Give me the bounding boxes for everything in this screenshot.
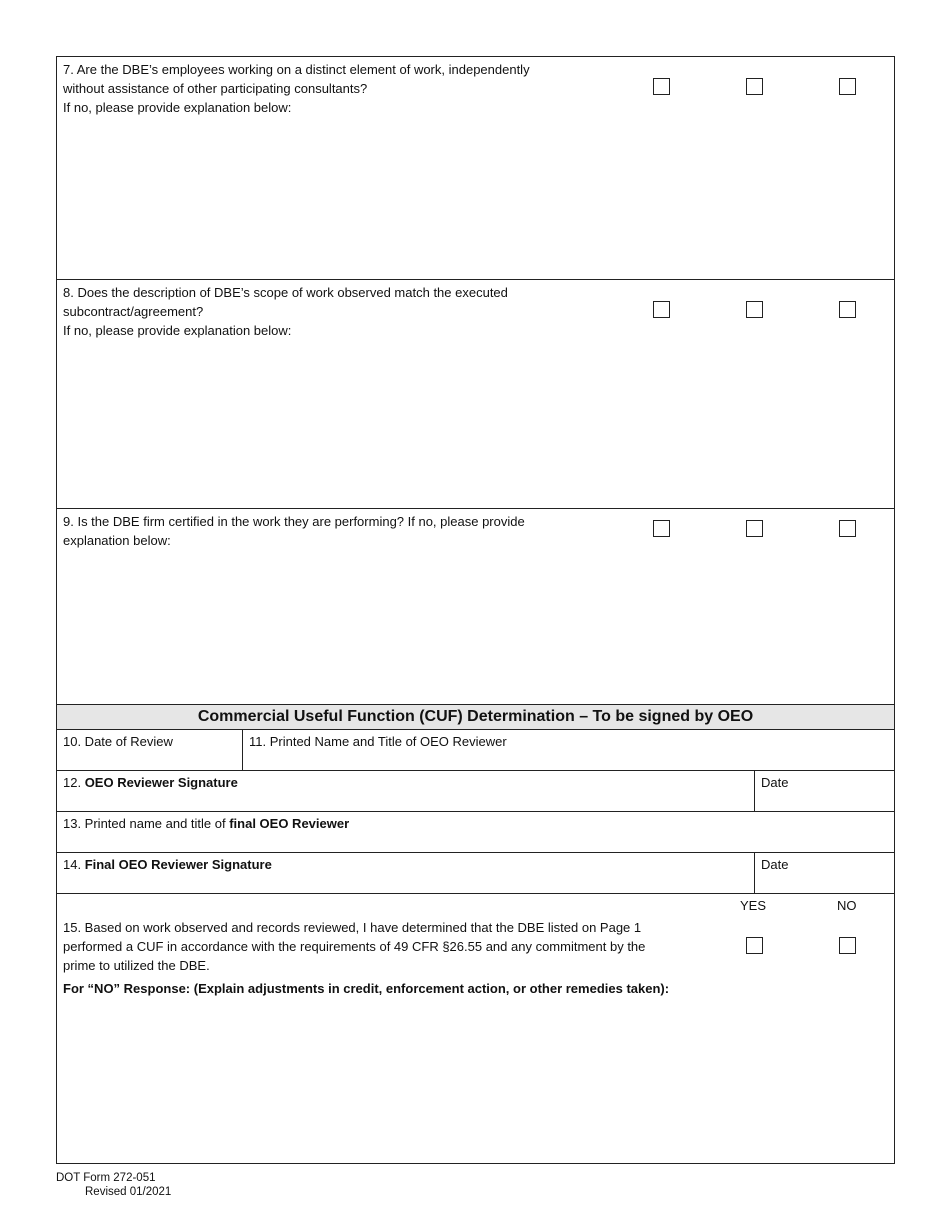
question-15-row <box>57 894 894 1163</box>
revision-date: Revised 01/2021 <box>85 1186 172 1198</box>
reviewer-signature-date-field[interactable] <box>755 771 894 811</box>
question-8-line-3: If no, please provide explanation below: <box>63 323 292 338</box>
date-of-review-label: 10. Date of Review <box>63 734 173 749</box>
final-signature-number: 14. <box>63 857 85 872</box>
question-8-line-2: subcontract/agreement? <box>63 304 204 319</box>
question-9-line-2: explanation below: <box>63 533 171 548</box>
final-reviewer-name-prefix: 13. Printed name and title of <box>63 816 230 831</box>
cuf-section-header: Commercial Useful Function (CUF) Determination – To be signed by OEO <box>57 705 894 730</box>
final-reviewer-name-label: final OEO Reviewer <box>229 816 350 831</box>
question-15-line-1: 15. Based on work observed and records reviewed, I have determined that the DBE listed on Page 1 <box>63 920 642 935</box>
no-column-label: NO <box>837 898 857 913</box>
question-8-checkbox-2[interactable] <box>746 301 763 318</box>
reviewer-signature-row <box>57 771 894 812</box>
question-7-line-1: 7. Are the DBE’s employees working on a distinct element of work, independently <box>63 62 530 77</box>
final-signature-date-field[interactable] <box>755 853 894 893</box>
question-7-text <box>63 60 593 117</box>
printed-name-title-field[interactable] <box>243 730 894 770</box>
question-7-line-2: without assistance of other participating consultants? <box>63 81 368 96</box>
yes-column-label: YES <box>740 898 767 913</box>
question-9-checkbox-2[interactable] <box>746 520 763 537</box>
reviewer-signature-field[interactable] <box>57 771 755 811</box>
no-response-instruction: For “NO” Response: (Explain adjustments in credit, enforcement action, or other remedies taken): <box>63 981 670 996</box>
form-footer <box>56 1171 171 1199</box>
review-info-row <box>57 730 894 771</box>
question-15-yes-checkbox[interactable] <box>746 937 763 954</box>
cuf-form <box>56 56 895 1164</box>
question-7-checkbox-1[interactable] <box>653 78 670 95</box>
question-8-line-1: 8. Does the description of DBE’s scope of work observed match the executed <box>63 285 508 300</box>
reviewer-signature-label: OEO Reviewer Signature <box>84 775 238 790</box>
question-15-text <box>63 918 713 975</box>
question-7-checkbox-3[interactable] <box>839 78 856 95</box>
question-7-line-3: If no, please provide explanation below: <box>63 100 292 115</box>
question-9-line-1: 9. Is the DBE firm certified in the work they are performing? If no, please provide <box>63 514 525 529</box>
question-8-checkbox-1[interactable] <box>653 301 670 318</box>
final-signature-label: Final OEO Reviewer Signature <box>84 857 272 872</box>
printed-name-title-label: 11. Printed Name and Title of OEO Reviewer <box>249 734 507 749</box>
question-15-line-2: performed a CUF in accordance with the requirements of 49 CFR §26.55 and any commitment by the <box>63 939 646 954</box>
question-7-checkbox-2[interactable] <box>746 78 763 95</box>
final-signature-row <box>57 853 894 894</box>
question-9-row <box>57 509 894 705</box>
form-number: DOT Form 272-051 <box>56 1172 156 1184</box>
question-15-no-checkbox[interactable] <box>839 937 856 954</box>
question-8-checkbox-3[interactable] <box>839 301 856 318</box>
date-label: Date <box>761 775 789 790</box>
question-7-row <box>57 57 894 280</box>
question-15-line-3: prime to utilized the DBE. <box>63 958 210 973</box>
question-8-row <box>57 280 894 509</box>
question-8-text <box>63 283 593 340</box>
question-9-text <box>63 512 593 550</box>
final-reviewer-name-field[interactable] <box>57 812 894 853</box>
date-of-review-field[interactable] <box>57 730 243 770</box>
final-signature-field[interactable] <box>57 853 755 893</box>
question-9-checkbox-3[interactable] <box>839 520 856 537</box>
reviewer-signature-number: 12. <box>63 775 85 790</box>
date-label: Date <box>761 857 789 872</box>
question-9-checkbox-1[interactable] <box>653 520 670 537</box>
